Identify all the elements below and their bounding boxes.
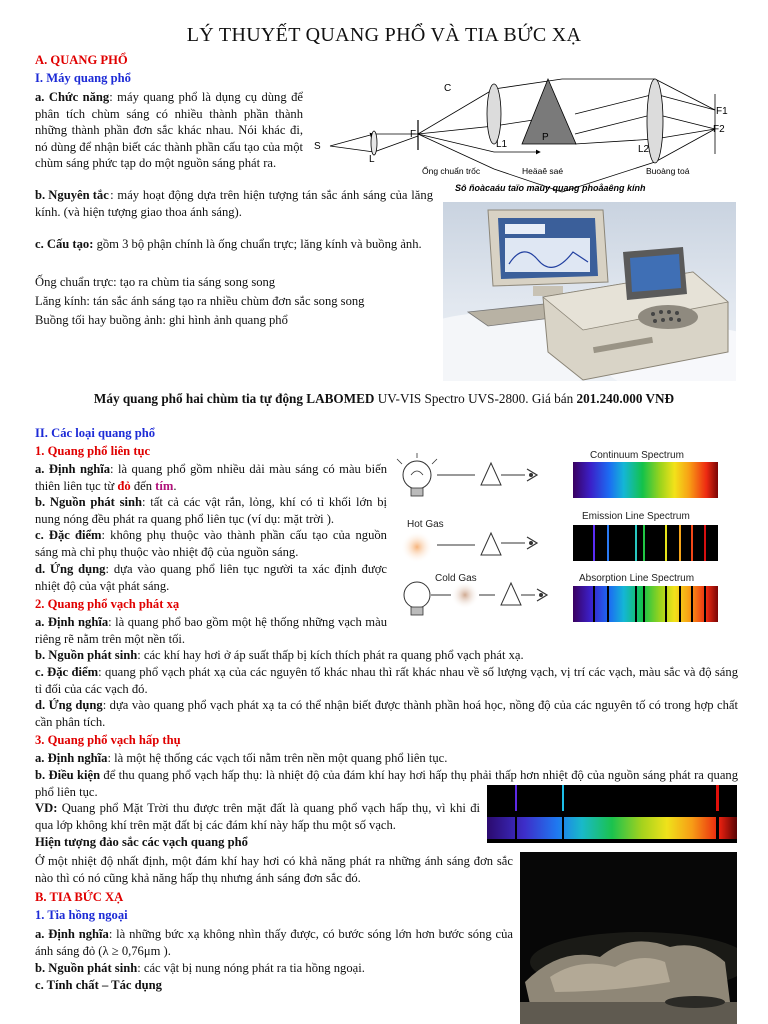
absorption-spectrum-title: Absorption Line Spectrum [579,573,695,584]
continuous-application [35,561,387,594]
emission-spectrum-strip [573,525,718,561]
diagram-caption: Sô ñoàcaáu taïo maùy quang phoåaêng kính [455,183,646,193]
absorption-condition-text: để thu quang phổ vạch hấp thụ: là nhiệt độ của đám khí hay hơi hấp thụ phải thấp hơn nhiệt độ của nguồn sáng phát ra quang phổ liên tục. [35,768,738,799]
section-a-heading: A. QUANG PHỔ [35,53,128,67]
continuous-def-violet: tím [155,478,174,493]
absorption-example-text: Quang phổ Mặt Trời thu được trên mặt đất là quang phổ vạch hấp thụ, vì khi đi qua lớp không khí trên mặt đất bị các đám khí này hấp thu một số vạch. [35,801,480,832]
structure-text: gồm 3 bộ phận chính là ống chuẩn trực; lăng kính và buồng ảnh. [93,237,422,251]
device-caption-mid: UV-VIS Spectro UVS-2800. Giá bán [374,391,577,406]
continuous-def-label: a. Định nghĩa [35,462,111,476]
night-animals-illustration [520,852,737,1024]
emission-feature-text: : quang phổ vạch phát xạ của các nguyên tố khác nhau thì rất khác nhau về số lượng vạch, vị trí các vạch, màu sắc và độ sáng tỉ đối của các vạch đó. [35,665,738,696]
cold-gas-cloud [451,581,479,609]
infrared-source-text: : các vật bị nung nóng phát ra tia hồng ngoại. [137,961,365,975]
continuous-def-end: . [173,478,177,493]
emission-source [35,647,738,664]
diagram-label-f1: F1 [716,106,728,117]
section-ii-heading: II. Các loại quang phổ [35,426,156,440]
eye-icon [537,589,547,601]
reversal-text: Ở một nhiệt độ nhất định, một đám khí hay hơi có khả năng phát ra những ánh sáng đơn sắc nào thì có nó cũng khả năng hấp thụ nhưng ánh sáng đơn sắc đó. [35,854,513,885]
emission-source-text: : các khí hay hơi ở áp suất thấp bị kích thích phát ra quang phổ vạch phát xạ. [137,648,524,662]
section-a1-heading: I. Máy quang phổ [35,71,131,85]
lens-l1-icon [487,84,501,144]
absorption-example-label: VD: [35,801,58,815]
spectrometer-diagram [310,74,730,199]
absorption-spectrum-strip [573,586,718,622]
emission-heading: 2. Quang phổ vạch phát xạ [35,597,180,611]
device-caption-prefix: Máy quang phổ hai chùm tia tự động LABOMED [93,391,375,406]
hot-gas-label: Hot Gas [407,519,444,530]
emission-application [35,697,738,730]
continuous-heading: 1. Quang phổ liên tục [35,444,151,458]
hot-gas-cloud [401,531,433,563]
continuous-definition [35,461,387,494]
diagram-label-c: C [444,83,452,94]
section-b-heading: B. TIA BỨC XẠ [35,890,124,904]
infrared-night-photo [520,852,737,1024]
infrared-definition [35,926,513,959]
continuous-def-red: đỏ [117,478,131,493]
function-label: a. Chức năng [35,90,110,104]
continuum-spectrum-title: Continuum Spectrum [590,450,684,461]
principle-text: : máy hoạt động dựa trên hiện tượng tán sắc ánh sáng của lăng kính. (và hiện tượng giao thoa ánh sáng). [35,188,433,219]
diagram-label-f2: F2 [713,124,725,135]
absorption-definition [35,750,738,767]
function-paragraph [35,89,303,172]
structure-paragraph [35,236,433,253]
structure-list [35,273,433,330]
light-bulb-icon [404,582,430,615]
device-caption [0,391,768,408]
continuous-source [35,494,387,527]
absorption-heading: 3. Quang phổ vạch hấp thụ [35,733,181,747]
eye-icon [527,537,537,549]
diagram-label-l1: L1 [496,139,508,150]
absorption-condition-label: b. Điều kiện [35,768,101,782]
continuous-def-mid: đến [130,478,156,493]
device-price: 201.240.000 VNĐ [576,391,675,406]
diagram-label-p: P [542,132,549,143]
page-title: LÝ THUYẾT QUANG PHỔ VÀ TIA BỨC XẠ [186,24,582,46]
solar-spectrum-photo [487,785,737,843]
continuous-feature-text: : không phụ thuộc vào thành phần cấu tạo của nguồn sáng mà chỉ phụ thuộc vào nhiệt độ của nguồn sáng. [35,528,387,559]
continuous-application-label: d. Ứng dụng [35,562,106,576]
emission-spectrum-title: Emission Line Spectrum [582,511,690,522]
infrared-source [35,960,513,977]
spectra-illustration [395,445,735,630]
solar-continuum-strip [487,817,737,839]
diagram-label-s: S [314,141,321,152]
principle-label: b. Nguyên tắc [35,188,109,202]
infrared-source-label: b. Nguồn phát sinh [35,961,138,975]
structure-line-camera: Buồng tối hay buồng ảnh: ghi hình ảnh quang phổ [35,313,288,327]
spectrophotometer-illustration [443,202,736,381]
continuous-feature-label: c. Đặc điểm [35,528,102,542]
light-bulb-icon [397,453,437,496]
emission-def-text: : là quang phổ bao gồm một hệ thống những vạch màu riêng rẽ nằm trên một nền tối. [35,615,387,646]
structure-label: c. Cấu tạo: [35,237,94,251]
diagram-part-prism: Heäaê saé [522,166,564,176]
function-text: : máy quang phổ là dụng cụ dùng để phân tích chùm sáng có nhiều thành phần thành những thành phần đơn sắc khác nhau. Nói khác đi, nó dùng để nhận biết các thành phần cấu tạo của một chùm sáng phức tạp do một nguồn sáng phát ra. [35,90,303,171]
continuous-source-label: b. Nguồn phát sinh [35,495,143,509]
infrared-def-text: : là những bức xạ không nhìn thấy được, có bước sóng lớn hơn bước sóng của ánh sáng đỏ (λ ≥ 0,76μm ). [35,927,513,958]
emission-def-label: a. Định nghĩa [35,615,109,629]
emission-application-text: : dựa vào quang phổ vạch phát xạ ta có thể nhận biết được thành phần hoá học, nồng độ của các nguyên tố có trong hợp chất cần phân tích. [35,698,738,729]
diagram-part-camera: Buoàng toá [646,166,690,176]
prism-icon [501,583,521,605]
structure-line-prism: Lăng kính: tán sắc ánh sáng tạo ra nhiều chùm đơn sắc song song [35,294,365,308]
continuous-feature [35,527,387,560]
emission-application-label: d. Ứng dụng [35,698,103,712]
infrared-def-label: a. Định nghĩa [35,927,109,941]
prism-icon [481,463,501,485]
absorption-def-label: a. Định nghĩa [35,751,108,765]
lens-l2-icon [647,79,663,163]
spectrophotometer-photo [443,202,736,381]
cold-gas-label: Cold Gas [435,573,477,584]
prism-icon [522,79,576,144]
emission-definition [35,614,387,647]
eye-icon [527,469,537,481]
emission-feature [35,664,738,697]
prism-icon [481,533,501,555]
continuous-def-text: : là quang phổ gồm nhiều dải màu sáng có màu biến thiên liên tục từ [35,462,387,493]
diagram-part-collimator: Ống chuẩn trốc [422,166,481,176]
reversal-heading: Hiện tượng đảo sắc các vạch quang phổ [35,835,248,849]
absorption-example [35,800,480,833]
structure-line-collimator: Ống chuẩn trực: tạo ra chùm tia sáng song song [35,275,276,289]
continuous-source-text: : tất cả các vật rắn, lỏng, khí có tỉ khối lớn bị nung nóng đều phát ra quang phổ liên tục (ví dụ: mặt trời ). [35,495,387,526]
continuous-application-text: : dựa vào quang phổ liên tục người ta xác định được nhiệt độ của vật phát sáng. [35,562,387,593]
emission-feature-label: c. Đặc điểm [35,665,99,679]
emission-source-label: b. Nguồn phát sinh [35,648,138,662]
absorption-def-text: : là một hệ thống các vạch tối nằm trên nền một quang phổ liên tục. [107,751,448,765]
diagram-label-l2: L2 [638,144,650,155]
infrared-heading: 1. Tia hồng ngoại [35,908,128,922]
infrared-properties-heading: c. Tính chất – Tác dụng [35,978,162,992]
diagram-label-l: L [369,154,375,165]
continuum-spectrum-strip [573,462,718,498]
diagram-label-f: F [410,129,417,140]
